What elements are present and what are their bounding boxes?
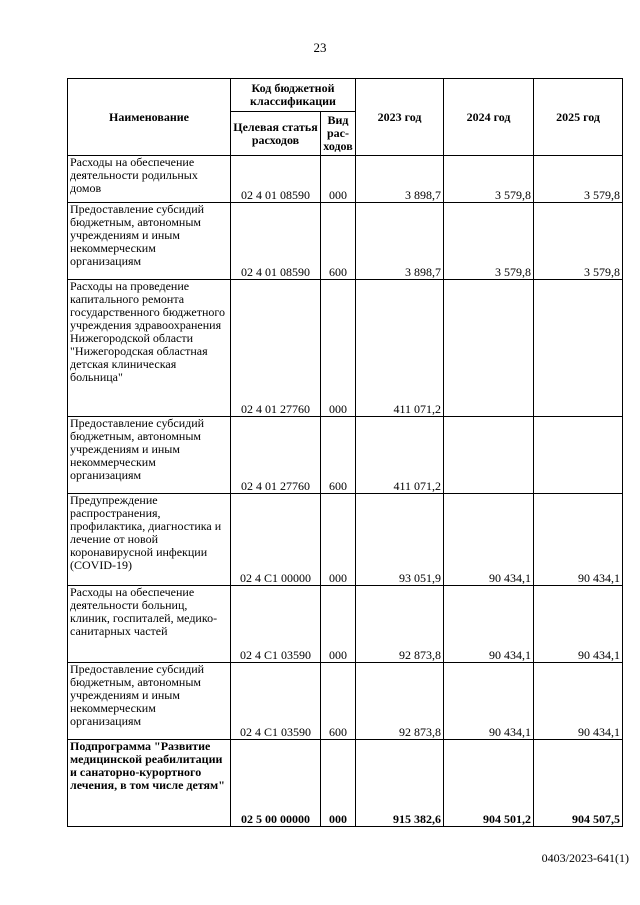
budget-table	[67, 78, 623, 827]
row-name: Расходы на обеспечение деятельности больниц, клиник, госпиталей, медико-санитарных частей	[68, 586, 231, 663]
table-row	[68, 663, 623, 740]
table-row	[68, 740, 623, 827]
row-name: Расходы на обеспечение деятельности родильных домов	[68, 156, 231, 203]
row-value-2025	[534, 280, 623, 417]
header-expense-kind: Вид рас-ходов	[321, 112, 356, 156]
row-expense-kind: 000	[321, 740, 356, 827]
table-row	[68, 203, 623, 280]
table-row	[68, 280, 623, 417]
row-value-2023: 915 382,6	[356, 740, 444, 827]
row-value-2025: 904 507,5	[534, 740, 623, 827]
row-value-2025: 90 434,1	[534, 663, 623, 740]
header-name: Наименование	[68, 79, 231, 156]
row-expense-kind: 000	[321, 156, 356, 203]
row-name: Предоставление субсидий бюджетным, автономным учреждениям и иным некоммерческим организациям	[68, 663, 231, 740]
document-code: 0403/2023-641(1)	[541, 851, 629, 865]
row-value-2024: 90 434,1	[444, 586, 534, 663]
row-value-2023: 3 898,7	[356, 203, 444, 280]
row-name: Предоставление субсидий бюджетным, автономным учреждениям и иным некоммерческим организациям	[68, 203, 231, 280]
row-value-2023: 411 071,2	[356, 417, 444, 494]
row-target-article: 02 4 01 08590	[231, 156, 321, 203]
row-target-article: 02 4 С1 03590	[231, 663, 321, 740]
row-target-article: 02 4 С1 03590	[231, 586, 321, 663]
table-row	[68, 156, 623, 203]
row-value-2023: 411 071,2	[356, 280, 444, 417]
row-value-2023: 92 873,8	[356, 586, 444, 663]
row-value-2024: 90 434,1	[444, 494, 534, 586]
header-target-article: Целевая статья расходов	[231, 112, 321, 156]
row-value-2025: 90 434,1	[534, 586, 623, 663]
row-expense-kind: 000	[321, 586, 356, 663]
row-name: Расходы на проведение капитального ремонта государственного бюджетного учреждения здравоохранения Нижегородской области "Нижегородская областная детская клиническая больница"	[68, 280, 231, 417]
row-value-2024: 90 434,1	[444, 663, 534, 740]
row-value-2025	[534, 417, 623, 494]
table-row	[68, 417, 623, 494]
row-target-article: 02 5 00 00000	[231, 740, 321, 827]
row-target-article: 02 4 01 27760	[231, 417, 321, 494]
header-kbk: Код бюджетной классификации	[231, 79, 356, 112]
row-expense-kind: 600	[321, 203, 356, 280]
row-value-2023: 92 873,8	[356, 663, 444, 740]
row-value-2024: 3 579,8	[444, 203, 534, 280]
row-value-2024	[444, 280, 534, 417]
row-target-article: 02 4 С1 00000	[231, 494, 321, 586]
row-value-2025: 90 434,1	[534, 494, 623, 586]
table-row	[68, 586, 623, 663]
header-2024: 2024 год	[444, 79, 534, 156]
row-target-article: 02 4 01 27760	[231, 280, 321, 417]
table-row	[68, 494, 623, 586]
row-value-2025: 3 579,8	[534, 156, 623, 203]
row-expense-kind: 000	[321, 280, 356, 417]
header-2025: 2025 год	[534, 79, 623, 156]
row-expense-kind: 000	[321, 494, 356, 586]
header-2023: 2023 год	[356, 79, 444, 156]
row-name: Подпрограмма "Развитие медицинской реабилитации и санаторно-курортного лечения, в том числе детям"	[68, 740, 231, 827]
row-value-2024	[444, 417, 534, 494]
row-value-2023: 93 051,9	[356, 494, 444, 586]
row-value-2024: 904 501,2	[444, 740, 534, 827]
row-expense-kind: 600	[321, 663, 356, 740]
row-name: Предупреждение распространения, профилактика, диагностика и лечение от новой коронавирусной инфекции (COVID-19)	[68, 494, 231, 586]
row-target-article: 02 4 01 08590	[231, 203, 321, 280]
row-name: Предоставление субсидий бюджетным, автономным учреждениям и иным некоммерческим организациям	[68, 417, 231, 494]
row-value-2025: 3 579,8	[534, 203, 623, 280]
row-value-2024: 3 579,8	[444, 156, 534, 203]
page-number: 23	[313, 40, 327, 55]
row-value-2023: 3 898,7	[356, 156, 444, 203]
row-expense-kind: 600	[321, 417, 356, 494]
